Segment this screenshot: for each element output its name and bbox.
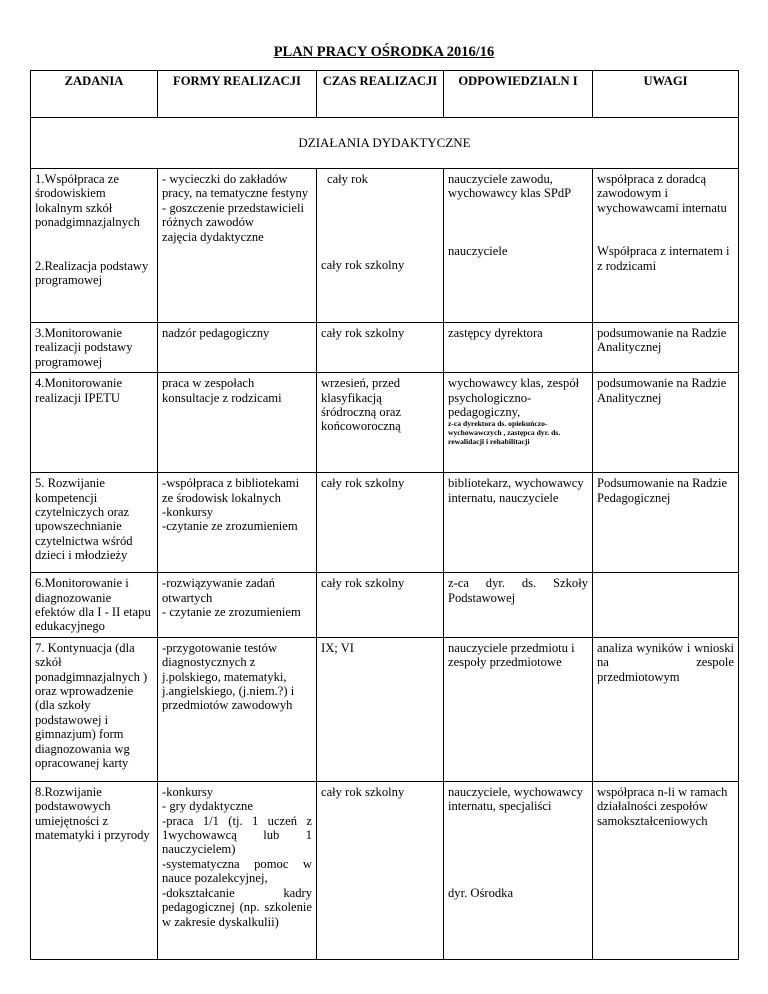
cell-zadania: 6.Monitorowanie i diagnozowanie efektów dla I - II etapu edukacyjnego <box>31 573 158 638</box>
resp-item: nauczyciele, wychowawcy internatu, specjaliści <box>448 784 583 814</box>
table-row <box>31 637 739 781</box>
form-item: - wycieczki do zakładów pracy, na tematyczne festyny <box>162 172 309 201</box>
table-row <box>31 373 739 473</box>
cell-uwagi: podsumowanie na Radzie Analitycznej <box>593 373 739 473</box>
cell-formy: -przygotowanie testów diagnostycznych z j.polskiego, matematyki, j.angielskiego, (j.niem.?) i przedmiotów zawodowyh <box>158 637 317 781</box>
header-row <box>31 71 739 118</box>
cell-zadania: 4.Monitorowanie realizacji IPETU <box>31 373 158 473</box>
cell-odpowiedzialni: bibliotekarz, wychowawcy internatu, nauczyciele <box>444 473 593 573</box>
cell-formy <box>158 781 317 959</box>
cell-zadania <box>31 169 158 323</box>
form-item: -współpraca z bibliotekami ze środowisk lokalnych <box>162 476 300 505</box>
header-odpowiedzialni: ODPOWIEDZIALN I <box>444 71 593 118</box>
cell-czas: cały rok szkolny <box>317 781 444 959</box>
resp-item: wychowawcy klas, zespół psychologiczno-pedagogiczny, <box>448 376 580 420</box>
form-item: - czytanie ze zrozumieniem <box>162 605 301 620</box>
table-row <box>31 573 739 638</box>
cell-czas <box>317 169 444 323</box>
plan-table <box>30 70 739 960</box>
form-item: zajęcia dydaktyczne <box>162 229 264 244</box>
table-row <box>31 323 739 373</box>
page-title: PLAN PRACY OŚRODKA 2016/16 <box>273 44 495 60</box>
cell-formy: nadzór pedagogiczny <box>158 323 317 373</box>
cell-odpowiedzialni <box>444 781 593 959</box>
cell-zadania: 7. Kontynuacja (dla szkół ponadgimnazjalnych ) oraz wprowadzenie (dla szkoły podstawowej i gimnazjum) form diagnozowania wg opracowanej karty <box>31 637 158 781</box>
section-title: DZIAŁANIA DYDAKTYCZNE <box>31 118 739 169</box>
note-item: współpraca z doradcą zawodowym i wychowawcami internatu <box>597 172 727 215</box>
cell-czas: IX; VI <box>317 637 444 781</box>
form-item: - gry dydaktyczne <box>162 799 253 814</box>
cell-odpowiedzialni <box>444 373 593 473</box>
cell-odpowiedzialni: zastępcy dyrektora <box>444 323 593 373</box>
resp-item: nauczyciele <box>448 243 508 258</box>
task-1: 1.Współpraca ze środowiskiem lokalnym szkół ponadgimnazjalnych <box>35 172 140 230</box>
header-czas: CZAS REALIZACJI <box>317 71 444 118</box>
cell-zadania: 5. Rozwijanie kompetencji czytelniczych oraz upowszechnianie czytelnictwa wśród dzieci i młodzieży <box>31 473 158 573</box>
table-row <box>31 473 739 573</box>
cell-uwagi <box>593 573 739 638</box>
header-formy: FORMY REALIZACJI <box>158 71 317 118</box>
form-item: -konkursy <box>162 505 214 520</box>
resp-detail: z-ca dyrektora ds. opiekuńczo-wychowawczych , zastępca dyr. ds. rewalidacji i rehabilitacji <box>448 419 561 447</box>
cell-odpowiedzialni: nauczyciele przedmiotu i zespoły przedmiotowe <box>444 637 593 781</box>
form-item: -konkursy <box>162 784 214 799</box>
header-zadania: ZADANIA <box>31 71 158 118</box>
resp-item: dyr. Ośrodka <box>448 885 514 900</box>
cell-formy: praca w zespołach konsultacje z rodzicami <box>158 373 317 473</box>
cell-zadania: 8.Rozwijanie podstawowych umiejętności z matematyki i przyrody <box>31 781 158 959</box>
time-item: cały rok <box>327 172 368 186</box>
cell-czas: cały rok szkolny <box>317 473 444 573</box>
cell-uwagi: Podsumowanie na Radzie Pedagogicznej <box>593 473 739 573</box>
note-item: Współpraca z internatem i z rodzicami <box>597 244 730 273</box>
section-row <box>31 118 739 169</box>
form-item: -systematyczna pomoc w nauce pozalekcyjnej, <box>162 856 312 886</box>
cell-uwagi: analiza wyników i wnioski na zespole przedmiotowym <box>593 637 739 781</box>
cell-uwagi: podsumowanie na Radzie Analitycznej <box>593 323 739 373</box>
cell-formy <box>158 169 317 323</box>
time-item: cały rok szkolny <box>321 258 405 273</box>
cell-uwagi: współpraca n-li w ramach działalności zespołów samokształceniowych <box>593 781 739 959</box>
form-item: -rozwiązywanie zadań otwartych <box>162 576 275 605</box>
cell-czas: cały rok szkolny <box>317 323 444 373</box>
task-2: 2.Realizacja podstawy programowej <box>35 258 149 288</box>
form-item: -czytanie ze zrozumieniem <box>162 519 298 534</box>
form-item: -praca 1/1 (tj. 1 uczeń z 1wychowawcą lub 1 nauczycielem) <box>162 813 312 857</box>
resp-item: nauczyciele zawodu, wychowawcy klas SPdP <box>448 172 572 201</box>
cell-formy <box>158 573 317 638</box>
cell-czas: cały rok szkolny <box>317 573 444 638</box>
cell-uwagi <box>593 169 739 323</box>
cell-formy <box>158 473 317 573</box>
cell-zadania: 3.Monitorowanie realizacji podstawy programowej <box>31 323 158 373</box>
cell-odpowiedzialni: z-ca dyr. ds. Szkoły Podstawowej <box>444 573 593 638</box>
cell-czas: wrzesień, przed klasyfikacją śródroczną oraz końcoworoczną <box>317 373 444 473</box>
table-row <box>31 781 739 959</box>
cell-odpowiedzialni <box>444 169 593 323</box>
header-uwagi: UWAGI <box>593 71 739 118</box>
form-item: - goszczenie przedstawicieli różnych zawodów <box>162 200 304 230</box>
table-row <box>31 169 739 323</box>
form-item: -dokształcanie kadry pedagogicznej (np. szkolenie w zakresie dyskalkulii) <box>162 885 312 929</box>
